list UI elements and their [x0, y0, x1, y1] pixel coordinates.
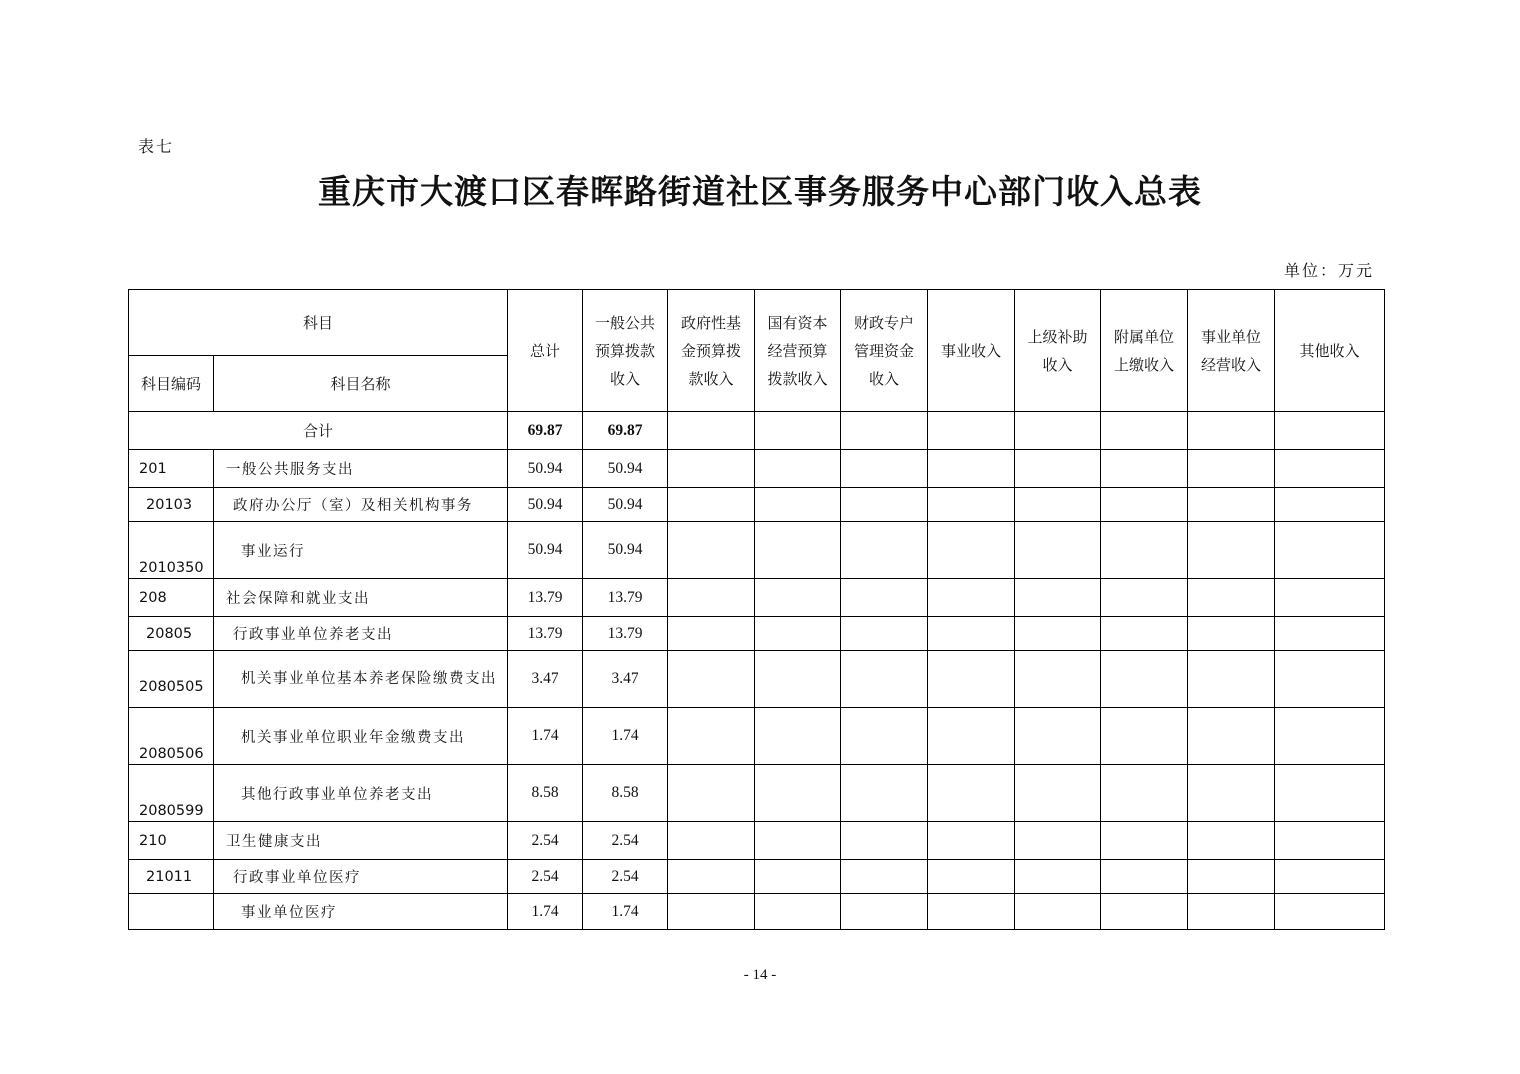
total-cell: 69.87: [508, 412, 583, 450]
total-cell: 3.47: [508, 651, 583, 708]
general-budget-cell: 50.94: [583, 488, 668, 522]
table-row: [129, 708, 1385, 765]
subject-code: 2080505: [129, 651, 214, 708]
header-operating-income: 事业单位经营收入: [1188, 290, 1275, 412]
general-budget-cell: 1.74: [583, 894, 668, 930]
subject-name: 行政事业单位医疗: [214, 860, 508, 894]
subject-code: 208: [129, 579, 214, 617]
table-row: [129, 488, 1385, 522]
header-general-budget: 一般公共预算拨款收入: [583, 290, 668, 412]
general-budget-cell: 69.87: [583, 412, 668, 450]
general-budget-cell: 8.58: [583, 765, 668, 822]
general-budget-cell: 50.94: [583, 522, 668, 579]
total-label: 合计: [129, 412, 508, 450]
table-row: [129, 894, 1385, 930]
header-gov-fund: 政府性基金预算拨款收入: [668, 290, 755, 412]
subject-name: 机关事业单位职业年金缴费支出: [214, 708, 508, 765]
header-business-income: 事业收入: [928, 290, 1015, 412]
header-subject-group: 科目: [129, 290, 508, 356]
unit-label: 单位：万元: [1283, 261, 1374, 280]
subject-code: 2080599: [129, 765, 214, 822]
header-superior-subsidy: 上级补助收入: [1015, 290, 1101, 412]
header-state-capital: 国有资本经营预算拨款收入: [755, 290, 841, 412]
subject-name: 一般公共服务支出: [214, 450, 508, 488]
header-special-account: 财政专户管理资金收入: [841, 290, 928, 412]
subject-name: 卫生健康支出: [214, 822, 508, 860]
header-other-income: 其他收入: [1275, 290, 1385, 412]
table-row: [129, 617, 1385, 651]
header-total: 总计: [508, 290, 583, 412]
total-cell: 13.79: [508, 579, 583, 617]
general-budget-cell: 2.54: [583, 822, 668, 860]
total-cell: 2.54: [508, 822, 583, 860]
subject-name: 事业运行: [214, 522, 508, 579]
subject-code: 20805: [129, 617, 214, 651]
subject-name: 事业单位医疗: [214, 894, 508, 930]
subject-code: 2010350: [129, 522, 214, 579]
table-row: [129, 522, 1385, 579]
page-number: - 14 -: [743, 967, 777, 983]
table-row: [129, 450, 1385, 488]
subject-name: 政府办公厅（室）及相关机构事务: [214, 488, 508, 522]
subject-code: 20103: [129, 488, 214, 522]
table-row: [129, 579, 1385, 617]
total-cell: 1.74: [508, 894, 583, 930]
total-row: [129, 412, 1385, 450]
table-label: 表七: [138, 137, 175, 156]
general-budget-cell: 1.74: [583, 708, 668, 765]
total-cell: 50.94: [508, 450, 583, 488]
table-row: [129, 860, 1385, 894]
general-budget-cell: 13.79: [583, 579, 668, 617]
subject-name: 行政事业单位养老支出: [214, 617, 508, 651]
subject-code: 2080506: [129, 708, 214, 765]
general-budget-cell: 3.47: [583, 651, 668, 708]
total-cell: 1.74: [508, 708, 583, 765]
subject-code: 210: [129, 822, 214, 860]
subject-code: [129, 894, 214, 930]
subject-code: 21011: [129, 860, 214, 894]
header-subject-name: 科目名称: [214, 356, 508, 412]
subject-name: 社会保障和就业支出: [214, 579, 508, 617]
subject-name: 机关事业单位基本养老保险缴费支出: [214, 651, 508, 708]
subject-name: 其他行政事业单位养老支出: [214, 765, 508, 822]
general-budget-cell: 2.54: [583, 860, 668, 894]
header-row-1: [129, 290, 1385, 356]
general-budget-cell: 50.94: [583, 450, 668, 488]
total-cell: 50.94: [508, 522, 583, 579]
table-row: [129, 651, 1385, 708]
page-title: 重庆市大渡口区春晖路街道社区事务服务中心部门收入总表: [318, 172, 1202, 211]
header-subject-code: 科目编码: [129, 356, 214, 412]
table-row: [129, 822, 1385, 860]
total-cell: 13.79: [508, 617, 583, 651]
header-affiliated-units: 附属单位上缴收入: [1101, 290, 1188, 412]
total-cell: 8.58: [508, 765, 583, 822]
total-cell: 2.54: [508, 860, 583, 894]
income-summary-table: [128, 289, 1385, 930]
subject-code: 201: [129, 450, 214, 488]
table-row: [129, 765, 1385, 822]
general-budget-cell: 13.79: [583, 617, 668, 651]
total-cell: 50.94: [508, 488, 583, 522]
